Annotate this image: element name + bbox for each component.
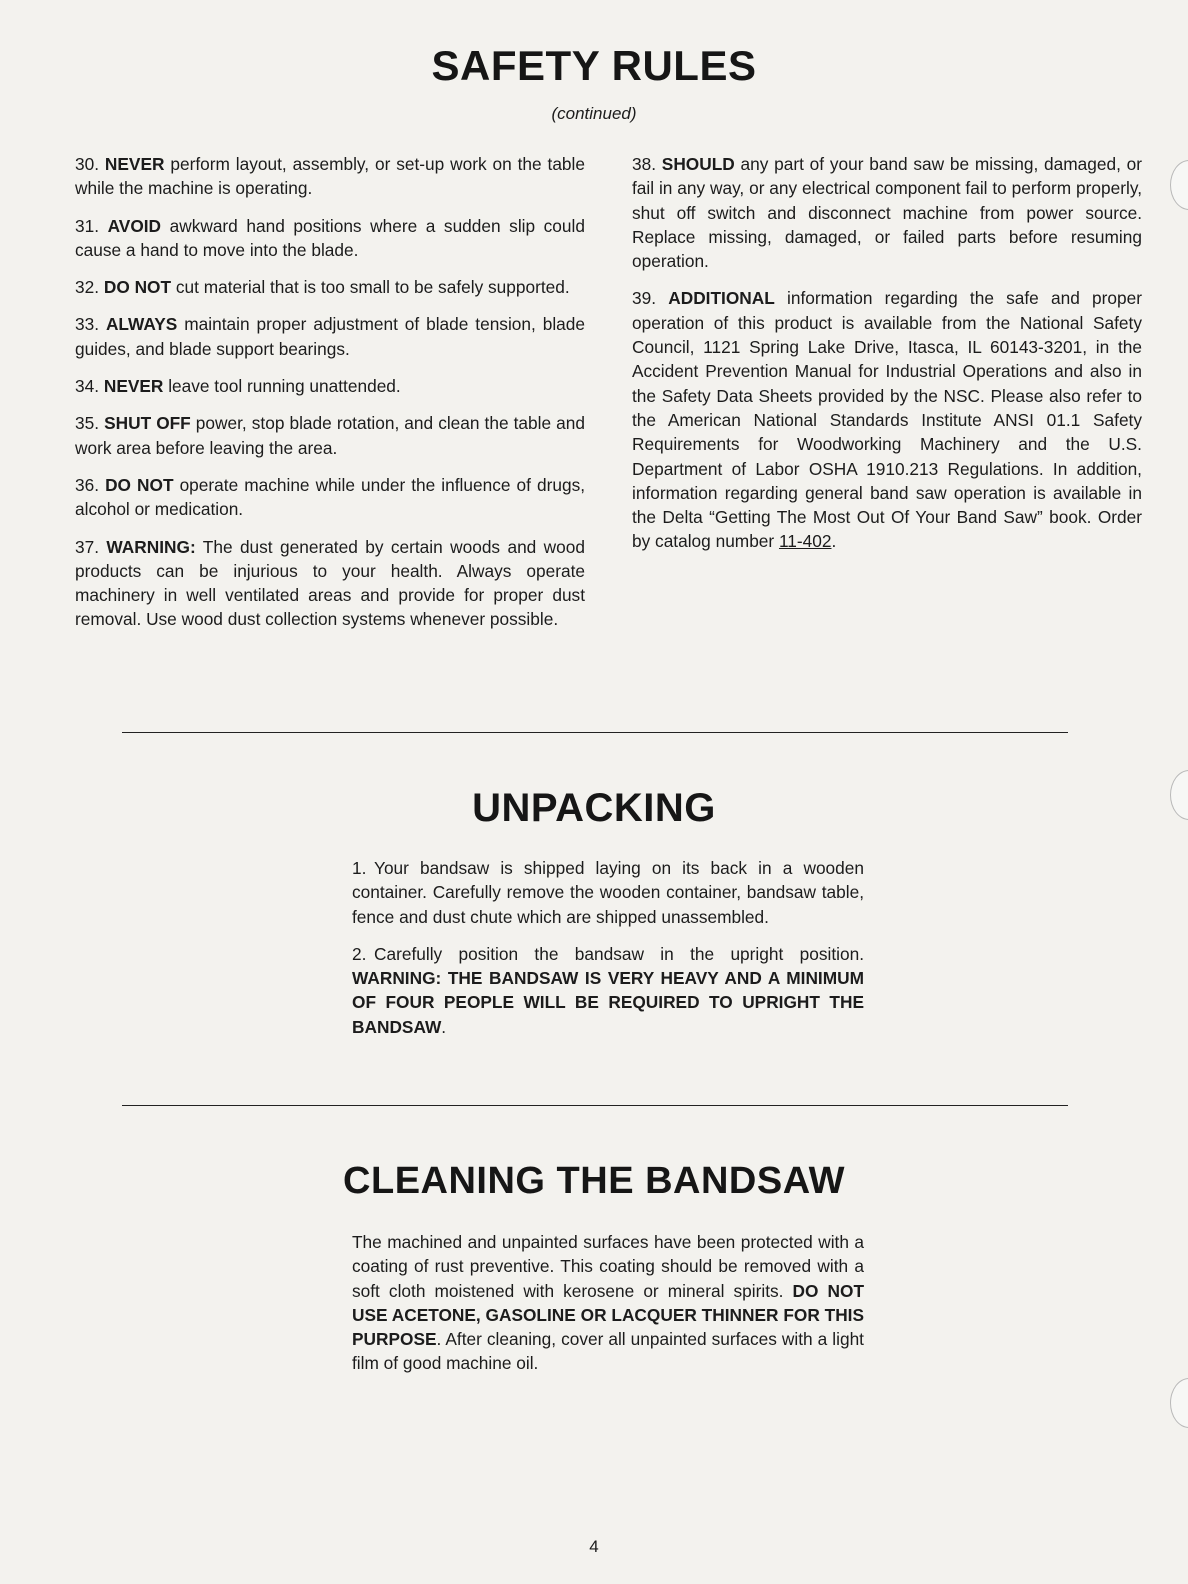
rule-33: 33. ALWAYS maintain proper adjustment of blade tension, blade guides, and blade support bearings. [75,314,586,359]
rule-31: 31. AVOID awkward hand positions where a sudden slip could cause a hand to move into the blade. [75,215,585,260]
rule-37: 37. WARNING: The dust generated by certain woods and wood products can be injurious to your health. Always operate machinery in well ventilated areas and provide for proper dust removal. Use wood dust collection systems whenever possible. [75,536,585,630]
rule-32: 32. DO NOT cut material that is too small to be safely supported. [75,277,570,298]
rule-38: 38. SHOULD any part of your band saw be missing, damaged, or fail in any way, or any electrical component fail to perform properly, shut off switch and disconnect machine from power source. Replace missing, damaged, or failed parts before resuming operation. [632,154,1142,272]
binder-hole [1170,160,1188,210]
page-number: 4 [589,1537,599,1556]
cleaning-warning: DO NOT USE ACETONE, GASOLINE OR LACQUER THINNER FOR THIS PURPOSE [352,1280,864,1350]
rule-39: 39. ADDITIONAL information regarding the safe and proper operation of this product is available from the National Safety Council, 1121 Spring Lake Drive, Itasca, IL 60143-3201, in the Accident Prevention Manual for Industrial Operations and also in the Safety Data Sheets provided by the NSC. Please also refer to the American National Standards Institute ANSI 01.1 Safety Requirements for Woodworking Machinery and the U.S. Department of Labor OSHA 1910.213 Regulations. In addition, information regarding general band saw operation is available in the Delta “Getting The Most Out Of Your Band Saw” book. Order by catalog number 11-402. [632,288,1142,552]
cleaning-title: CLEANING THE BANDSAW [343,1160,845,1202]
safety-rules-right-column [632,152,1142,567]
unpacking-step-1: 1. Your bandsaw is shipped laying on its back in a wooden container. Carefully remove the wooden container, bandsaw table, fence and dust chute which are shipped unassembled. [352,858,864,927]
unpacking-body [352,856,864,1052]
rule-30: 30. NEVER perform layout, assembly, or set-up work on the table while the machine is operating. [75,154,585,199]
binder-hole [1170,1378,1188,1428]
rule-35: 35. SHUT OFF power, stop blade rotation, and clean the table and work area before leaving the area. [75,413,585,458]
unpacking-step-2: 2. Carefully position the bandsaw in the upright position. WARNING: THE BANDSAW IS VERY HEAVY AND A MINIMUM OF FOUR PEOPLE WILL BE REQUIRED TO UPRIGHT THE BANDSAW. [352,943,864,1037]
unpacking-warning: WARNING: THE BANDSAW IS VERY HEAVY AND A MINIMUM OF FOUR PEOPLE WILL BE REQUIRED TO UPRIGHT THE BANDSAW [352,968,864,1037]
safety-rules-title: SAFETY RULES [431,42,757,89]
section-divider [122,732,1068,733]
rule-36: 36. DO NOT operate machine while under the influence of drugs, alcohol or medication. [75,474,586,520]
safety-rules-left-column [75,152,585,645]
cleaning-paragraph: The machined and unpainted surfaces have been protected with a coating of rust preventive. This coating should be removed with a soft cloth moistened with kerosene or mineral spirits. DO NOT USE ACETONE, GASOLINE OR LACQUER THINNER FOR THIS PURPOSE. After cleaning, cover all unpainted surfaces with a light film of good machine oil. [352,1232,864,1374]
rule-34: 34. NEVER leave tool running unattended. [75,376,401,397]
cleaning-body [352,1230,864,1389]
unpacking-title: UNPACKING [472,786,716,830]
continued-subtitle: (continued) [551,104,637,123]
catalog-number: 11-402 [778,531,832,552]
section-divider [122,1105,1068,1106]
